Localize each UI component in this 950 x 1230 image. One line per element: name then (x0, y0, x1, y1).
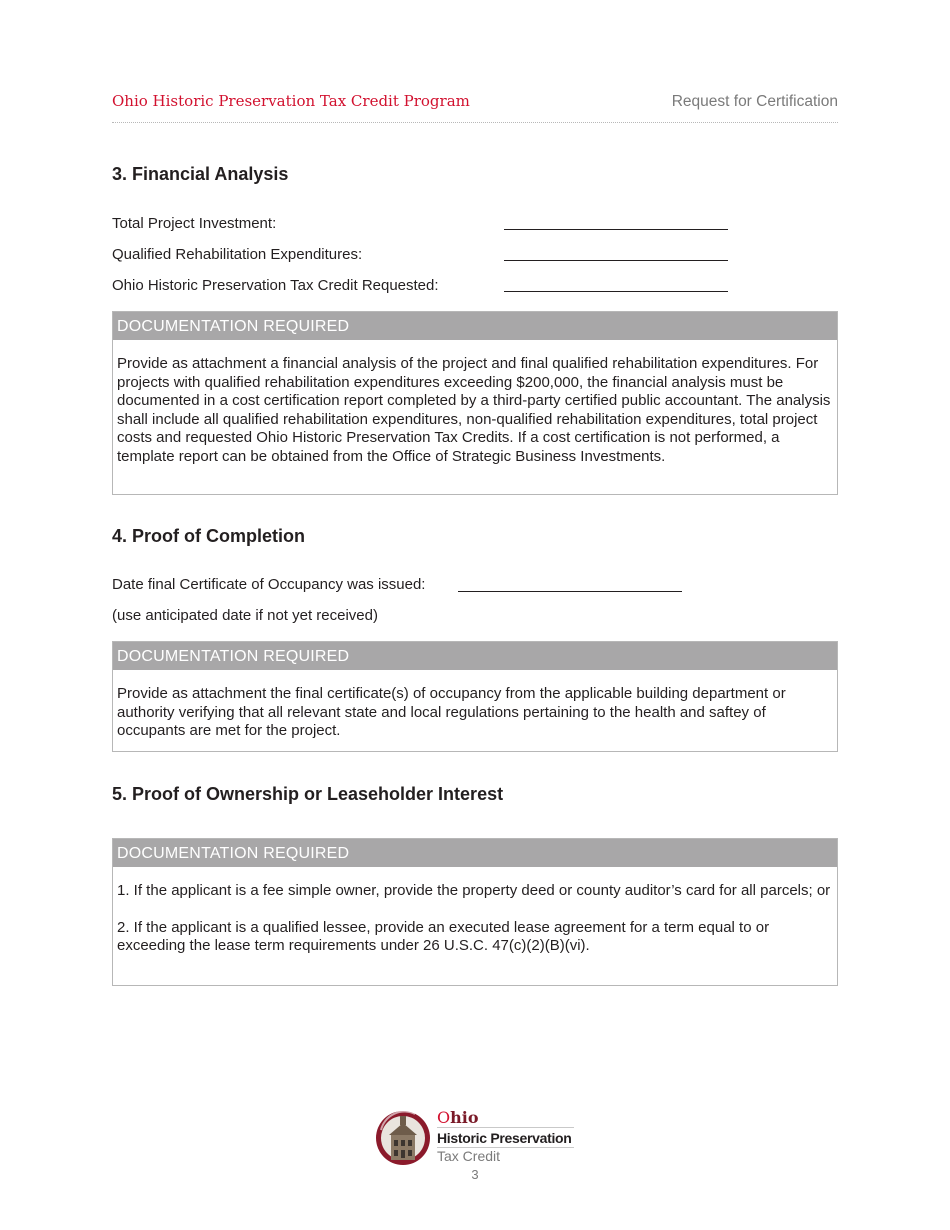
qualified-rehab-expenditures-field[interactable] (504, 260, 728, 261)
section-4-title: 4. Proof of Completion (112, 526, 305, 546)
logo-tax-credit-text: Tax Credit (437, 1148, 501, 1164)
documentation-body (113, 670, 837, 749)
documentation-text: Provide as attachment the final certificate(s) of occupancy from the applicable building department or authority verifying that all relevant state and local regulations pertaining to the health and saftey of occupants are met for the project. (117, 685, 786, 740)
section-4-documentation-box (112, 641, 838, 752)
qualified-rehab-expenditures-label: Qualified Rehabilitation Expenditures: (112, 246, 363, 263)
page-header (112, 92, 838, 123)
documentation-text: Provide as attachment a financial analysis of the project and final qualified rehabilitation expenditures. For projects with qualified rehabilitation expenditures exceeding $200,000, the financial analysis must be documented in a cost certification report completed by a third-party certified public accountant. The analysis shall include all qualified rehabilitation expenditures, non-qualified rehabilitation expenditures, total project costs and requested Ohio Historic Preservation Tax Credits. If a cost certification is not performed, a template report can be obtained from the Office of Strategic Business Investments. (117, 355, 831, 465)
documentation-item: 1. If the applicant is a fee simple owner, provide the property deed or county auditor’s card for all parcels; or (117, 882, 831, 899)
occupancy-date-label: Date final Certificate of Occupancy was issued: (112, 576, 426, 593)
document-title: Request for Certification (671, 93, 838, 110)
tax-credit-requested-label: Ohio Historic Preservation Tax Credit Requested: (112, 277, 439, 294)
documentation-item: 2. If the applicant is a qualified lessee, provide an executed lease agreement for a term equal to or exceeding the lease term requirements under 26 U.S.C. 47(c)(2)(B)(vi). (117, 918, 770, 955)
section-5-documentation-box (112, 838, 838, 986)
documentation-heading: DOCUMENTATION REQUIRED (113, 642, 837, 670)
historic-building-logo-icon (375, 1110, 431, 1166)
documentation-heading: DOCUMENTATION REQUIRED (113, 839, 837, 867)
logo-historic-preservation-text: Historic Preservation (437, 1127, 574, 1148)
occupancy-date-note: (use anticipated date if not yet received) (112, 607, 378, 624)
section-3-title: 3. Financial Analysis (112, 164, 289, 184)
section-5-title: 5. Proof of Ownership or Leaseholder Interest (112, 784, 504, 804)
documentation-body (113, 340, 837, 475)
documentation-body (113, 867, 837, 964)
section-3-documentation-box (112, 311, 838, 495)
total-project-investment-field[interactable] (504, 229, 728, 230)
page-number: 3 (471, 1167, 479, 1182)
occupancy-date-field[interactable] (458, 591, 682, 592)
documentation-heading: DOCUMENTATION REQUIRED (113, 312, 837, 340)
tax-credit-requested-field[interactable] (504, 291, 728, 292)
logo-ohio-text: Ohio (437, 1108, 479, 1127)
program-title: Ohio Historic Preservation Tax Credit Program (112, 92, 470, 110)
total-project-investment-label: Total Project Investment: (112, 215, 277, 232)
